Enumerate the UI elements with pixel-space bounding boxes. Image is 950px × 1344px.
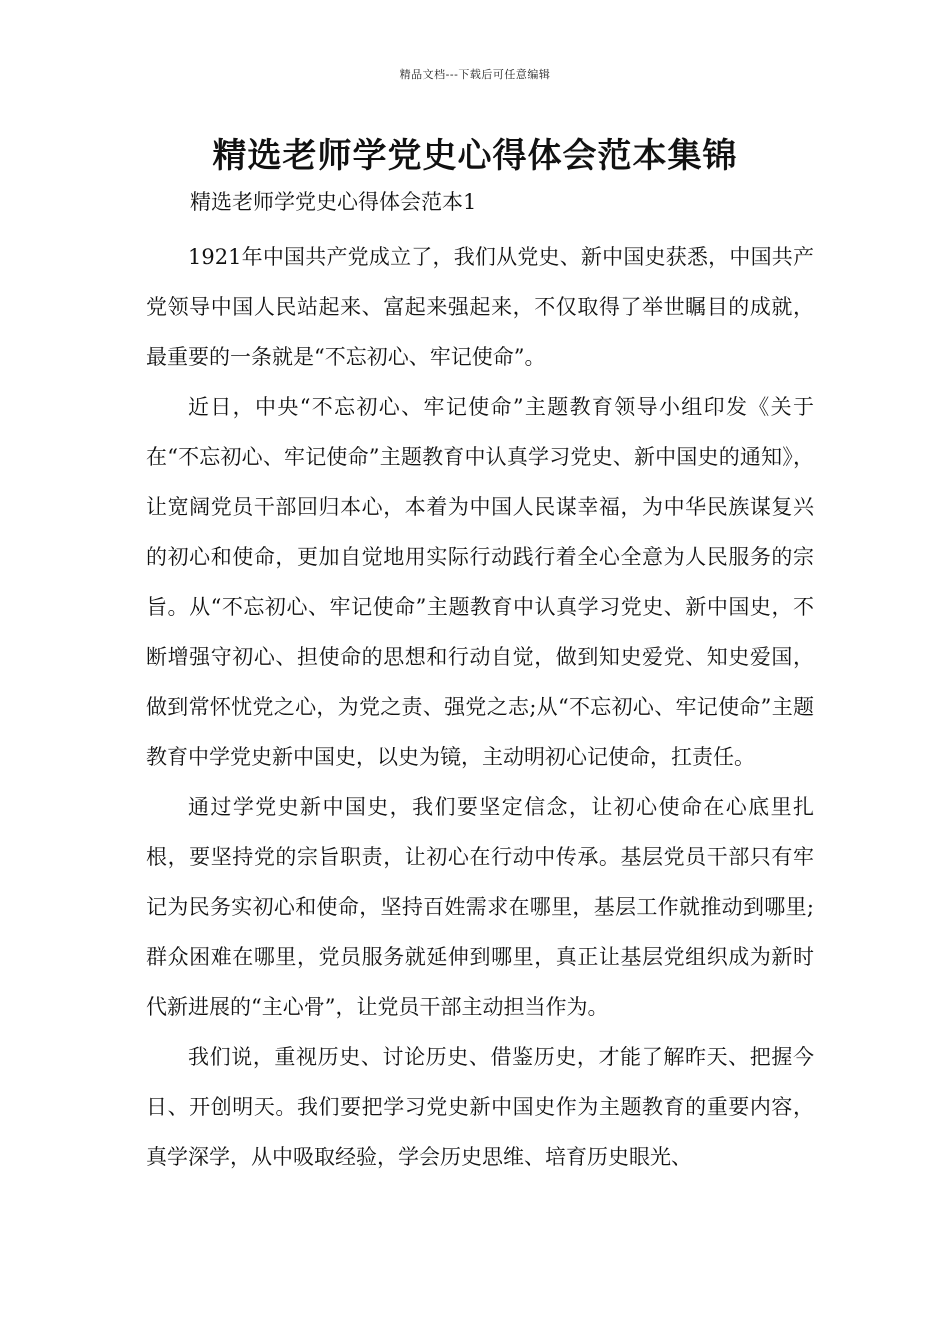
document-title: 精选老师学党史心得体会范本集锦 <box>212 136 738 176</box>
paragraph-3: 通过学党史新中国史，我们要坚定信念，让初心使命在心底里扎根，要坚持党的宗旨职责，让初心在行动中传承。基层党员干部只有牢记为民务实初心和使命，坚持百姓需求在哪里，基层工作就推动到哪里;群众困难在哪里，党员服务就延伸到哪里，真正让基层党组织成为新时代新进展的“主心骨”，让党员干部主动担当作为。 <box>146 795 814 1019</box>
document-body <box>146 232 814 1182</box>
document-subtitle: 精选老师学党史心得体会范本1 <box>190 190 477 214</box>
paragraph-1: 1921年中国共产党成立了，我们从党史、新中国史获悉，中国共产党领导中国人民站起来、富起来强起来，不仅取得了举世瞩目的成就，最重要的一条就是“不忘初心、牢记使命”。 <box>146 245 814 369</box>
paragraph-2: 近日，中央“不忘初心、牢记使命”主题教育领导小组印发《关于在“不忘初心、牢记使命”主题教育中认真学习党史、新中国史的通知》，让宽阔党员干部回归本心，本着为中国人民谋幸福，为中华民族谋复兴的初心和使命，更加自觉地用实际行动践行着全心全意为人民服务的宗旨。从“不忘初心、牢记使命”主题教育中认真学习党史、新中国史，不断增强守初心、担使命的思想和行动自觉，做到知史爱党、知史爱国，做到常怀忧党之心，为党之责、强党之志;从“不忘初心、牢记使命”主题教育中学党史新中国史，以史为镜，主动明初心记使命，扛责任。 <box>146 395 814 769</box>
paragraph-4: 我们说，重视历史、讨论历史、借鉴历史，才能了解昨天、把握今日、开创明天。我们要把学习党史新中国史作为主题教育的重要内容，真学深学，从中吸取经验，学会历史思维、培育历史眼光、 <box>146 1045 814 1169</box>
page-header: 精品文档---下载后可任意编辑 <box>399 68 551 81</box>
